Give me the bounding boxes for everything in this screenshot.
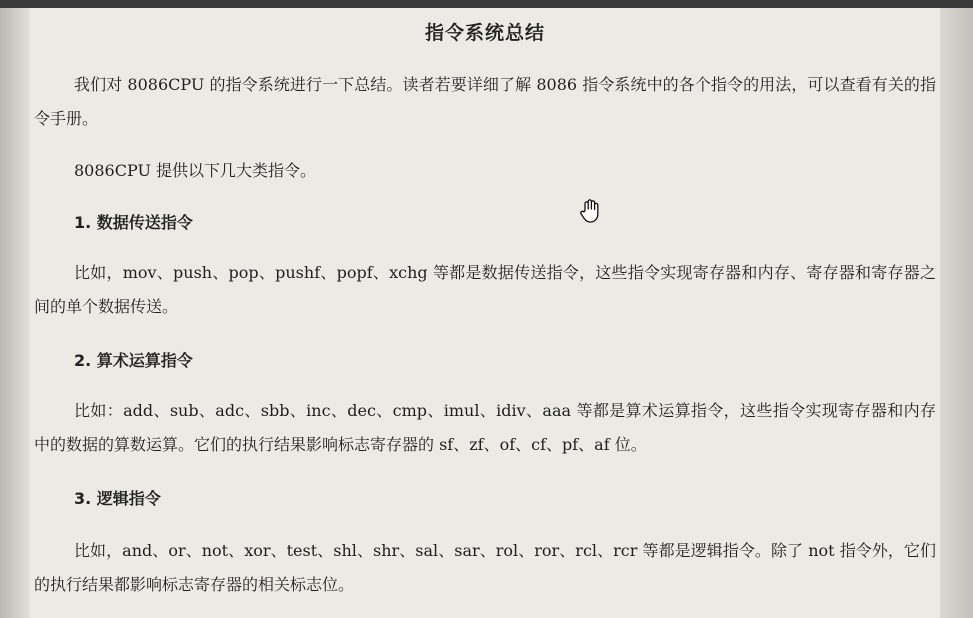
document-page [30,8,940,618]
overview-paragraph: 8086CPU 提供以下几大类指令。 [74,161,317,180]
section-body-arithmetic: 比如：add、sub、adc、sbb、inc、dec、cmp、imul、idiv、aaa 等都是算术运算指令，这些指令实现寄存器和内存中的数据的算数运算。它们的执行结果影响标志寄存器的 sf、zf、of、cf、pf、af 位。 [34,401,936,454]
section-heading-data-transfer: 1. 数据传送指令 [74,213,193,232]
section-heading-logic: 3. 逻辑指令 [74,489,161,508]
page-left-margin [0,8,30,618]
section-heading-arithmetic: 2. 算术运算指令 [74,351,193,370]
intro-paragraph: 我们对 8086CPU 的指令系统进行一下总结。读者若要详细了解 8086 指令系统中的各个指令的用法，可以查看有关的指令手册。 [34,75,936,128]
top-bar [0,0,973,8]
hand-cursor-icon [578,198,602,224]
page-right-margin [940,8,973,618]
page-title: 指令系统总结 [424,22,545,44]
section-body-logic: 比如，and、or、not、xor、test、shl、shr、sal、sar、rol、ror、rcl、rcr 等都是逻辑指令。除了 not 指令外，它们的执行结果都影响标志寄存器的相关标志位。 [34,541,936,594]
section-body-data-transfer: 比如，mov、push、pop、pushf、popf、xchg 等都是数据传送指令，这些指令实现寄存器和内存、寄存器和寄存器之间的单个数据传送。 [34,263,936,316]
